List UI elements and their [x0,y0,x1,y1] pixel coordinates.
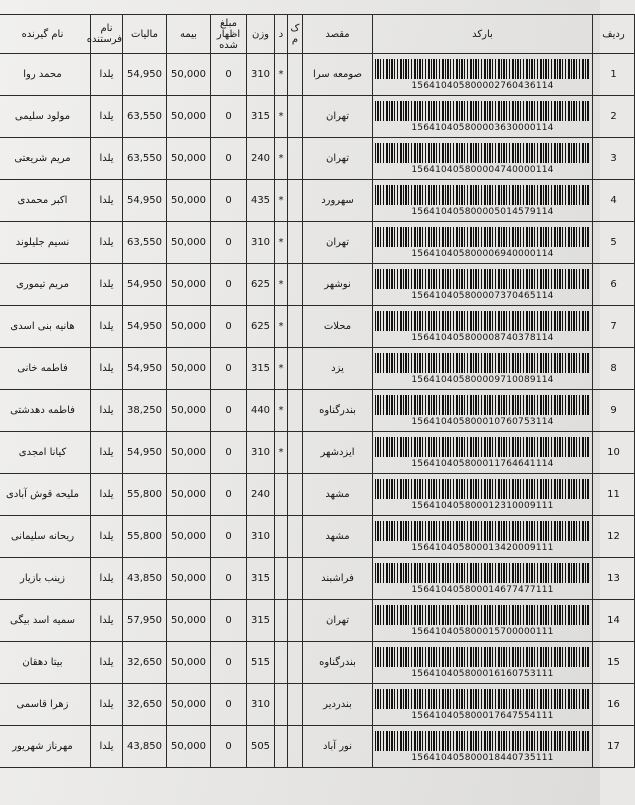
destination-cell: نوشهر [303,264,373,306]
km-cell [288,390,303,432]
tax-cell: 38,250 [123,390,167,432]
barcode-bars [375,185,590,205]
barcode-cell [373,516,593,558]
declared-value-cell: 0 [211,348,247,390]
barcode-number: 156410405800007370465114 [411,290,554,301]
km-cell [288,642,303,684]
barcode-number: 156410405800009710089114 [411,374,554,385]
km-cell [288,264,303,306]
tax-cell: 63,550 [123,138,167,180]
barcode-number: 156410405800018440735111 [411,752,554,763]
header-recipient: نام گیرنده [0,15,91,54]
mark-cell: * [275,348,288,390]
weight-cell: 310 [247,684,275,726]
tax-cell: 54,950 [123,180,167,222]
insurance-cell: 50,000 [167,264,211,306]
row-index: 7 [593,306,635,348]
sender-cell: یلدا [91,306,123,348]
table-row [0,348,635,390]
declared-value-cell: 0 [211,600,247,642]
barcode-bars [375,437,590,457]
sender-cell: یلدا [91,348,123,390]
sender-cell: یلدا [91,600,123,642]
insurance-cell: 50,000 [167,96,211,138]
destination-cell: تهران [303,222,373,264]
recipient-cell: مریم تیموری [0,264,91,306]
destination-cell: بندرگناوه [303,642,373,684]
weight-cell: 315 [247,348,275,390]
barcode-number: 156410405800010760753114 [411,416,554,427]
weight-cell: 310 [247,222,275,264]
barcode-cell [373,390,593,432]
barcode-cell [373,474,593,516]
barcode-bars [375,269,590,289]
barcode-bars [375,227,590,247]
mark-cell: * [275,180,288,222]
mark-cell: * [275,222,288,264]
km-cell [288,600,303,642]
recipient-cell: زهرا قاسمی [0,684,91,726]
barcode-cell [373,306,593,348]
barcode-cell [373,642,593,684]
barcode-bars [375,563,590,583]
km-cell [288,306,303,348]
destination-cell: فراشبند [303,558,373,600]
mark-cell [275,642,288,684]
weight-cell: 240 [247,138,275,180]
table-row [0,222,635,264]
table-row [0,558,635,600]
table-row [0,600,635,642]
weight-cell: 505 [247,726,275,768]
header-destination: مقصد [303,15,373,54]
row-index: 12 [593,516,635,558]
barcode-bars [375,311,590,331]
km-cell [288,474,303,516]
tax-cell: 63,550 [123,96,167,138]
barcode-cell [373,96,593,138]
barcode-number: 156410405800002760436114 [411,80,554,91]
barcode-number: 156410405800015700000111 [411,626,554,637]
km-cell [288,684,303,726]
mark-cell: * [275,96,288,138]
destination-cell: یزد [303,348,373,390]
tax-cell: 54,950 [123,306,167,348]
table-row [0,306,635,348]
km-cell [288,96,303,138]
barcode-bars [375,353,590,373]
destination-cell: تهران [303,96,373,138]
km-cell [288,432,303,474]
barcode-number: 156410405800012310009111 [411,500,554,511]
barcode-bars [375,101,590,121]
tax-cell: 54,950 [123,54,167,96]
sender-cell: یلدا [91,432,123,474]
row-index: 5 [593,222,635,264]
row-index: 2 [593,96,635,138]
declared-value-cell: 0 [211,726,247,768]
destination-cell: محلات [303,306,373,348]
recipient-cell: اکبر محمدی [0,180,91,222]
weight-cell: 310 [247,54,275,96]
tax-cell: 32,650 [123,642,167,684]
table-row [0,642,635,684]
declared-value-cell: 0 [211,96,247,138]
km-cell [288,348,303,390]
barcode-cell [373,180,593,222]
destination-cell: تهران [303,138,373,180]
destination-cell: صومعه سرا [303,54,373,96]
declared-value-cell: 0 [211,138,247,180]
barcode-bars [375,59,590,79]
km-cell [288,180,303,222]
table-row [0,516,635,558]
insurance-cell: 50,000 [167,684,211,726]
barcode-number: 156410405800006940000114 [411,248,554,259]
sender-cell: یلدا [91,558,123,600]
table-row [0,390,635,432]
insurance-cell: 50,000 [167,390,211,432]
sender-cell: یلدا [91,726,123,768]
row-index: 1 [593,54,635,96]
destination-cell: بندردیر [303,684,373,726]
weight-cell: 625 [247,264,275,306]
insurance-cell: 50,000 [167,558,211,600]
insurance-cell: 50,000 [167,516,211,558]
sender-cell: یلدا [91,54,123,96]
barcode-bars [375,731,590,751]
recipient-cell: محمد روا [0,54,91,96]
weight-cell: 310 [247,516,275,558]
header-row-number: ردیف [593,15,635,54]
declared-value-cell: 0 [211,516,247,558]
declared-value-cell: 0 [211,54,247,96]
barcode-cell [373,54,593,96]
recipient-cell: هانیه بنی اسدی [0,306,91,348]
header-barcode: بارکد [373,15,593,54]
mark-cell: * [275,54,288,96]
recipient-cell: نسیم جلیلوند [0,222,91,264]
barcode-number: 156410405800003630000114 [411,122,554,133]
mark-cell: * [275,306,288,348]
mark-cell: * [275,264,288,306]
insurance-cell: 50,000 [167,726,211,768]
barcode-number: 156410405800017647554111 [411,710,554,721]
sender-cell: یلدا [91,180,123,222]
barcode-cell [373,138,593,180]
table-row [0,54,635,96]
sender-cell: یلدا [91,390,123,432]
barcode-bars [375,647,590,667]
mark-cell: * [275,138,288,180]
sender-cell: یلدا [91,264,123,306]
sender-cell: یلدا [91,96,123,138]
declared-value-cell: 0 [211,222,247,264]
km-cell [288,516,303,558]
recipient-cell: زینب بازیار [0,558,91,600]
sender-cell: یلدا [91,138,123,180]
tax-cell: 63,550 [123,222,167,264]
row-index: 11 [593,474,635,516]
insurance-cell: 50,000 [167,600,211,642]
row-index: 9 [593,390,635,432]
table-row [0,180,635,222]
barcode-bars [375,689,590,709]
table-row [0,684,635,726]
barcode-number: 156410405800016160753111 [411,668,554,679]
shipment-manifest-table [0,14,635,768]
table-row [0,432,635,474]
weight-cell: 310 [247,432,275,474]
tax-cell: 55,800 [123,474,167,516]
insurance-cell: 50,000 [167,432,211,474]
declared-value-cell: 0 [211,684,247,726]
header-declared-value: مبلغ اظهار شده [211,15,247,54]
barcode-cell [373,600,593,642]
barcode-cell [373,726,593,768]
insurance-cell: 50,000 [167,222,211,264]
recipient-cell: مهرناز شهریور [0,726,91,768]
header-row [0,15,635,54]
recipient-cell: فاطمه دهدشتی [0,390,91,432]
declared-value-cell: 0 [211,264,247,306]
barcode-bars [375,521,590,541]
weight-cell: 515 [247,642,275,684]
km-cell [288,726,303,768]
tax-cell: 54,950 [123,432,167,474]
destination-cell: تهران [303,600,373,642]
recipient-cell: ملیحه قوش آبادی [0,474,91,516]
mark-cell [275,684,288,726]
barcode-bars [375,395,590,415]
mark-cell [275,516,288,558]
header-insurance: بیمه [167,15,211,54]
insurance-cell: 50,000 [167,348,211,390]
insurance-cell: 50,000 [167,474,211,516]
sender-cell: یلدا [91,642,123,684]
tax-cell: 54,950 [123,264,167,306]
km-cell [288,222,303,264]
km-cell [288,138,303,180]
sender-cell: یلدا [91,222,123,264]
weight-cell: 240 [247,474,275,516]
km-cell [288,558,303,600]
barcode-cell [373,684,593,726]
tax-cell: 57,950 [123,600,167,642]
barcode-number: 156410405800014677477111 [411,584,554,595]
row-index: 6 [593,264,635,306]
mark-cell [275,558,288,600]
recipient-cell: ریحانه سلیمانی [0,516,91,558]
destination-cell: ایزدشهر [303,432,373,474]
insurance-cell: 50,000 [167,642,211,684]
mark-cell: * [275,432,288,474]
destination-cell: نور آباد [303,726,373,768]
weight-cell: 440 [247,390,275,432]
tax-cell: 43,850 [123,558,167,600]
tax-cell: 32,650 [123,684,167,726]
weight-cell: 315 [247,600,275,642]
weight-cell: 315 [247,558,275,600]
row-index: 15 [593,642,635,684]
barcode-number: 156410405800011764641114 [411,458,554,469]
row-index: 3 [593,138,635,180]
barcode-number: 156410405800008740378114 [411,332,554,343]
row-index: 16 [593,684,635,726]
insurance-cell: 50,000 [167,306,211,348]
destination-cell: مشهد [303,516,373,558]
row-index: 17 [593,726,635,768]
destination-cell: سهرورد [303,180,373,222]
insurance-cell: 50,000 [167,54,211,96]
recipient-cell: فاطمه خانی [0,348,91,390]
barcode-number: 156410405800004740000114 [411,164,554,175]
row-index: 4 [593,180,635,222]
barcode-cell [373,558,593,600]
declared-value-cell: 0 [211,306,247,348]
km-cell [288,54,303,96]
barcode-cell [373,264,593,306]
header-weight: وزن [247,15,275,54]
destination-cell: مشهد [303,474,373,516]
recipient-cell: بیتا دهقان [0,642,91,684]
sender-cell: یلدا [91,684,123,726]
barcode-cell [373,432,593,474]
barcode-bars [375,143,590,163]
weight-cell: 315 [247,96,275,138]
declared-value-cell: 0 [211,432,247,474]
table-row [0,726,635,768]
mark-cell [275,600,288,642]
weight-cell: 435 [247,180,275,222]
sender-cell: یلدا [91,516,123,558]
header-d: د [275,15,288,54]
declared-value-cell: 0 [211,390,247,432]
header-km: ک م [288,15,303,54]
mark-cell: * [275,390,288,432]
table-row [0,264,635,306]
recipient-cell: مریم شریعتی [0,138,91,180]
recipient-cell: مولود سلیمی [0,96,91,138]
tax-cell: 55,800 [123,516,167,558]
table-row [0,96,635,138]
barcode-bars [375,479,590,499]
sender-cell: یلدا [91,474,123,516]
declared-value-cell: 0 [211,474,247,516]
barcode-bars [375,605,590,625]
table-row [0,138,635,180]
row-index: 10 [593,432,635,474]
declared-value-cell: 0 [211,558,247,600]
recipient-cell: سمیه اسد بیگی [0,600,91,642]
header-sender: نام فرستنده [91,15,123,54]
tax-cell: 43,850 [123,726,167,768]
header-tax: مالیات [123,15,167,54]
barcode-cell [373,348,593,390]
insurance-cell: 50,000 [167,180,211,222]
row-index: 8 [593,348,635,390]
row-index: 13 [593,558,635,600]
declared-value-cell: 0 [211,642,247,684]
barcode-number: 156410405800013420009111 [411,542,554,553]
tax-cell: 54,950 [123,348,167,390]
declared-value-cell: 0 [211,180,247,222]
barcode-cell [373,222,593,264]
recipient-cell: کیانا امجدی [0,432,91,474]
destination-cell: بندرگناوه [303,390,373,432]
weight-cell: 625 [247,306,275,348]
table-row [0,474,635,516]
row-index: 14 [593,600,635,642]
barcode-number: 156410405800005014579114 [411,206,554,217]
insurance-cell: 50,000 [167,138,211,180]
mark-cell [275,474,288,516]
mark-cell [275,726,288,768]
